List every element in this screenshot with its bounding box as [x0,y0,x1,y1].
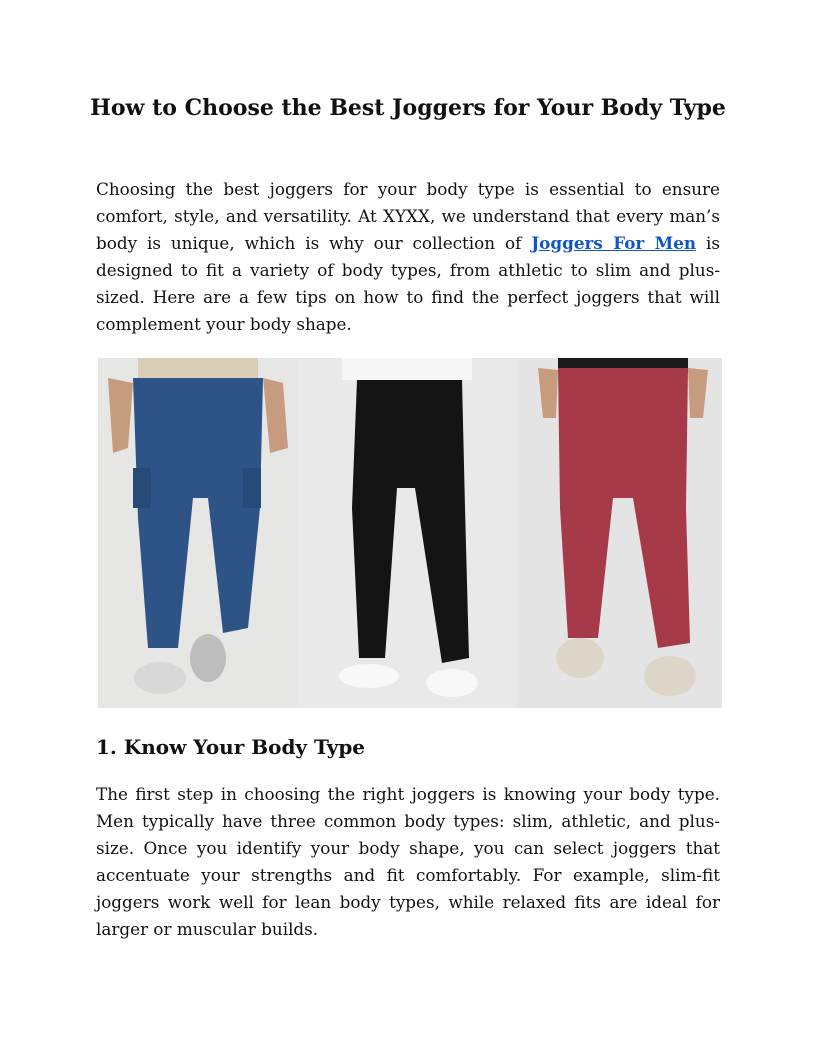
joggers-product-image [98,358,722,708]
section-heading-know-your-body-type: 1. Know Your Body Type [96,735,366,759]
joggers-for-men-link[interactable]: Joggers For Men [531,233,697,253]
black-joggers-photo [297,358,518,708]
section-body-know-your-body-type: The first step in choosing the right joggers is knowing your body type. Men typically have three common body types: slim, athletic, and plus-size. Once you identify your body shape, you can select joggers that accentuate your strengths and fit comfortably. For example, slim-fit joggers work well for lean body types, while relaxed fits are ideal for larger or muscular builds. [96,784,720,939]
red-joggers-photo [518,358,722,708]
page-title: How to Choose the Best Joggers for Your Body Type [90,95,726,121]
blue-cargo-joggers-photo [98,358,297,708]
intro-paragraph [96,176,720,338]
intro-text-after: is designed to fit a variety of body types, from athletic to slim and plus-sized. Here are a few tips on how to find the perfect joggers that will complement your body shape. [96,233,720,334]
intro-text-before: Choosing the best joggers for your body type is essential to ensure comfort, style, and versatility. At XYXX, we understand that every man’s body is unique, which is why our collection of [96,179,720,253]
